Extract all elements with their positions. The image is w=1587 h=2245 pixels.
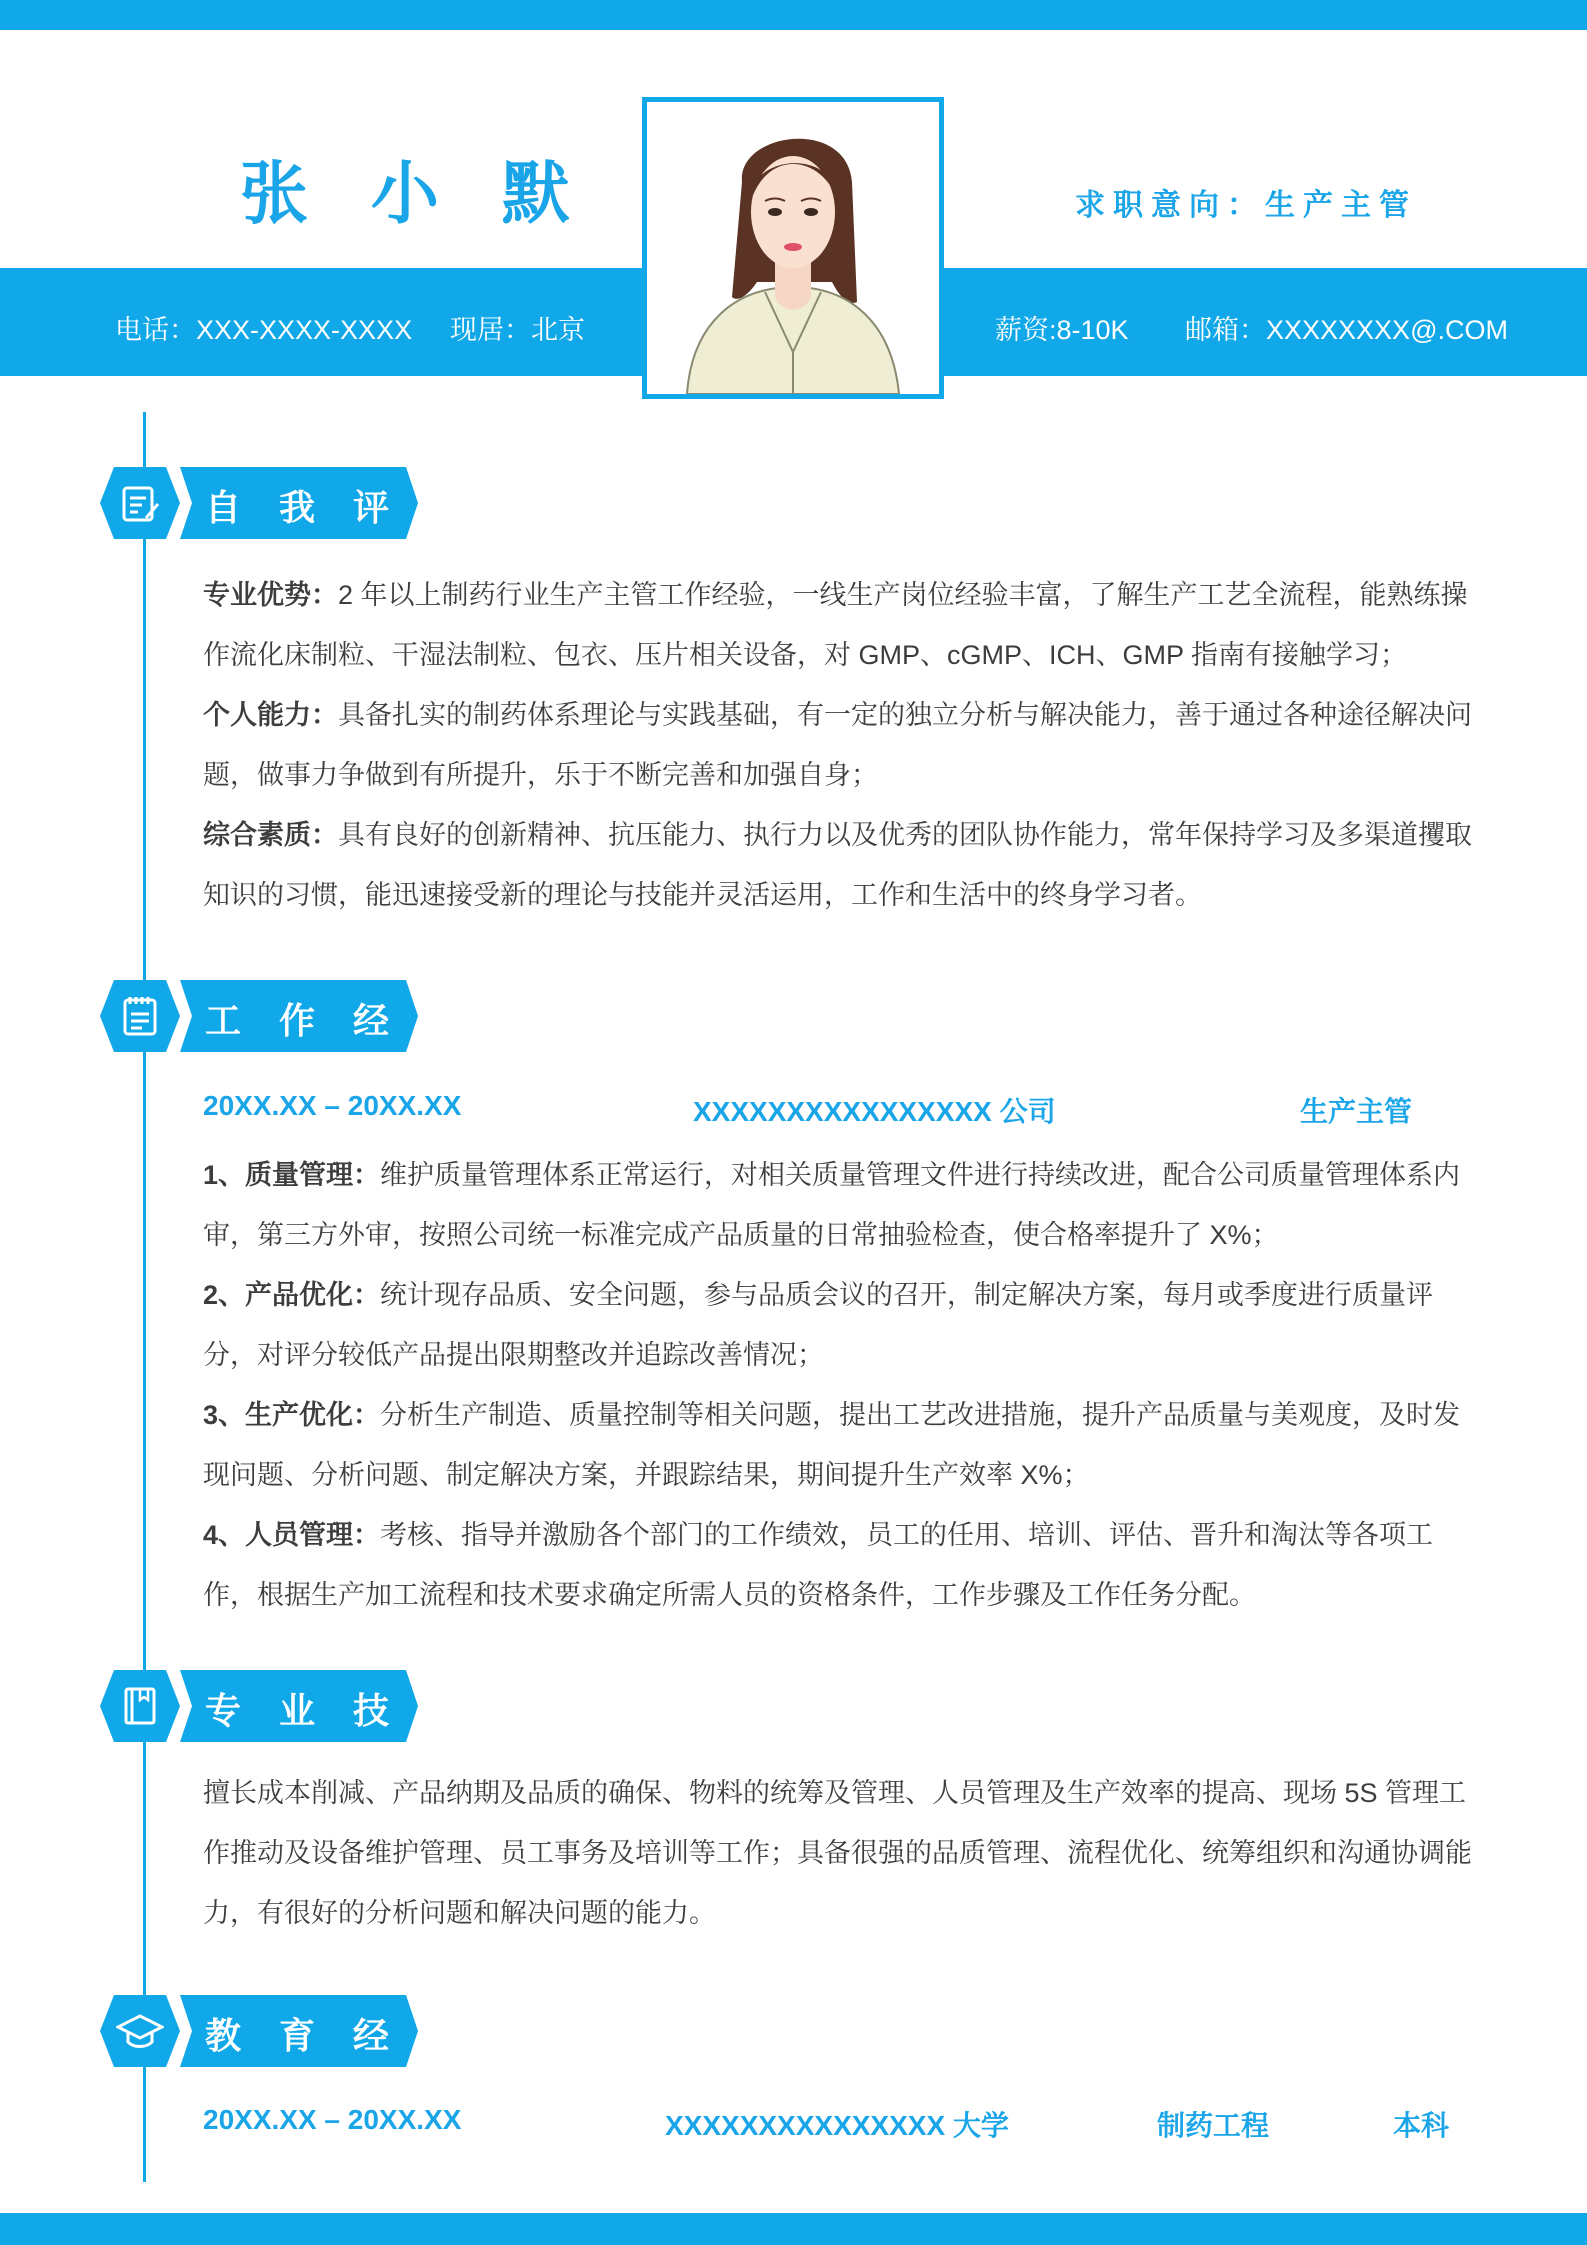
profile-photo: [642, 97, 944, 399]
candidate-name: 张 小 默: [240, 156, 592, 232]
salary-text: 薪资:8-10K: [995, 315, 1129, 345]
top-accent-bar: [0, 0, 1587, 30]
edu-date: 20XX.XX – 20XX.XX: [203, 2104, 462, 2135]
phone-text: 电话：XXX-XXXX-XXXX: [115, 315, 413, 345]
graduation-cap-icon: [116, 2010, 164, 2059]
item-label: 3、生产优化：: [203, 1400, 381, 1430]
work-company: XXXXXXXXXXXXXXXX 公司: [693, 1096, 1056, 1127]
item-text: 2 年以上制药行业生产主管工作经验，一线生产岗位经验丰富，了解生产工艺全流程，能熟练操作流化床制粒、干湿法制粒、包衣、压片相关设备，对 GMP、cGMP、ICH、GMP 指南有接触学习；: [203, 580, 1468, 670]
timeline-line: [143, 412, 146, 2182]
self-eval-item: [203, 805, 1485, 925]
edit-note-icon: [118, 482, 162, 531]
work-item: [203, 1385, 1485, 1505]
section-title-skills: 专 业 技 能: [205, 1690, 478, 1731]
work-position: 生产主管: [1300, 1096, 1413, 1127]
email-text: 邮箱：XXXXXXXX@.COM: [1185, 315, 1508, 345]
section-title-education: 教 育 经 历: [205, 2015, 478, 2056]
skills-text: 擅长成本削减、产品纳期及品质的确保、物料的统筹及管理、人员管理及生产效率的提高、现场 5S 管理工作推动及设备维护管理、员工事务及培训等工作；具备很强的品质管理、流程优化、统筹组织和沟通协调能力，有很好的分析问题和解决问题的能力。: [203, 1778, 1472, 1928]
item-text: 维护质量管理体系正常运行，对相关质量管理文件进行持续改进，配合公司质量管理体系内审，第三方外审，按照公司统一标准完成产品质量的日常抽验检查，使合格率提升了 X%；: [203, 1160, 1461, 1250]
item-label: 综合素质：: [203, 820, 338, 850]
work-item: [203, 1265, 1485, 1385]
bottom-accent-bar: [0, 2213, 1587, 2245]
work-item: [203, 1505, 1485, 1625]
notepad-icon: [118, 994, 162, 1043]
item-label: 4、人员管理：: [203, 1520, 381, 1550]
item-label: 专业优势：: [203, 580, 338, 610]
item-label: 2、产品优化：: [203, 1280, 381, 1310]
section-title-work: 工 作 经 历: [205, 1000, 478, 1041]
self-eval-text: [203, 565, 1485, 925]
job-intent: 求职意向：生产主管: [1075, 189, 1417, 222]
section-title-self-eval: 自 我 评 价: [205, 487, 478, 528]
edu-major: 制药工程: [1157, 2110, 1270, 2141]
work-item: [203, 1145, 1485, 1265]
portrait-illustration: [647, 102, 939, 394]
work-date: 20XX.XX – 20XX.XX: [203, 1090, 462, 1121]
item-text: 具备扎实的制药体系理论与实践基础，有一定的独立分析与解决能力，善于通过各种途径解决问题，做事力争做到有所提升，乐于不断完善和加强自身；: [203, 700, 1472, 790]
item-text: 具有良好的创新精神、抗压能力、执行力以及优秀的团队协作能力，常年保持学习及多渠道攫取知识的习惯，能迅速接受新的理论与技能并灵活运用，工作和生活中的终身学习者。: [203, 820, 1472, 910]
edu-degree: 本科: [1393, 2110, 1450, 2141]
item-text: 统计现存品质、安全问题，参与品质会议的召开，制定解决方案，每月或季度进行质量评分，对评分较低产品提出限期整改并追踪改善情况；: [203, 1280, 1434, 1370]
item-text: 考核、指导并激励各个部门的工作绩效，员工的任用、培训、评估、晋升和淘汰等各项工作，根据生产加工流程和技术要求确定所需人员的资格条件，工作步骤及工作任务分配。: [203, 1520, 1434, 1610]
item-text: 分析生产制造、质量控制等相关问题，提出工艺改进措施，提升产品质量与美观度，及时发现问题、分析问题、制定解决方案，并跟踪结果，期间提升生产效率 X%；: [203, 1400, 1461, 1490]
self-eval-item: [203, 565, 1485, 685]
location-text: 现居：北京: [450, 315, 585, 345]
work-text: [203, 1145, 1485, 1625]
book-icon: [118, 1684, 162, 1733]
self-eval-item: [203, 685, 1485, 805]
item-label: 1、质量管理：: [203, 1160, 381, 1190]
item-label: 个人能力：: [203, 700, 338, 730]
edu-school: XXXXXXXXXXXXXXX 大学: [665, 2110, 1009, 2141]
